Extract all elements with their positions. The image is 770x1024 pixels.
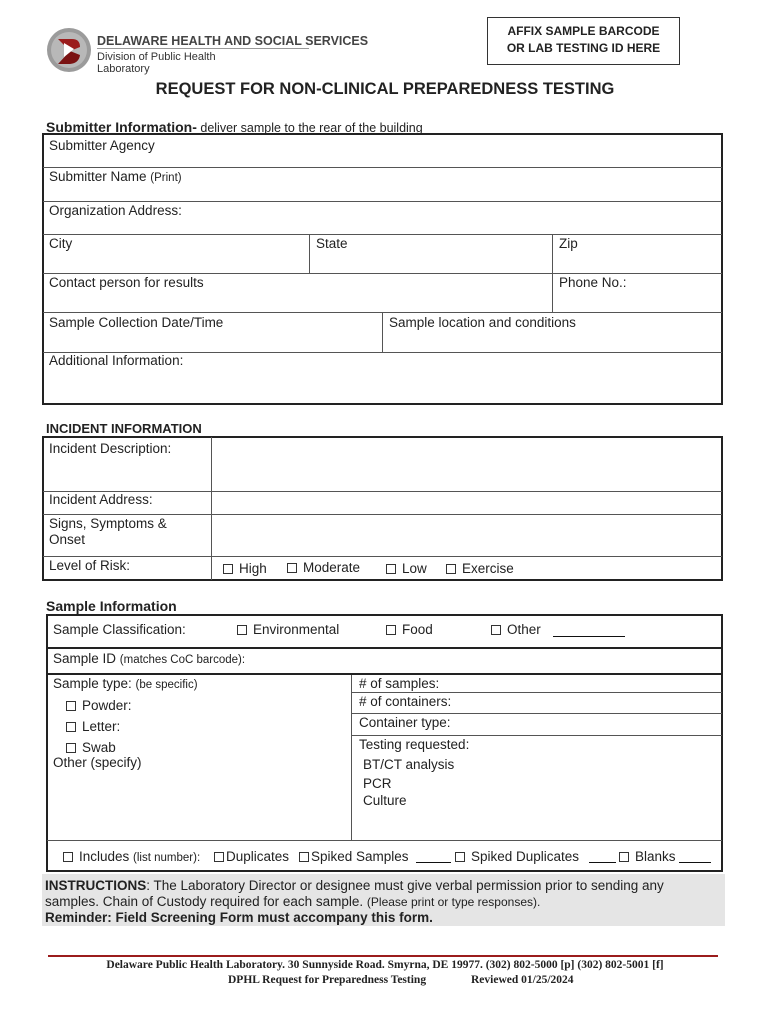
spiked-duplicates-blank[interactable] bbox=[589, 862, 616, 863]
incident-table bbox=[42, 436, 723, 581]
footer-form-name: DPHL Request for Preparedness Testing bbox=[228, 974, 427, 986]
sample-classification-label: Sample Classification: bbox=[53, 622, 186, 637]
org-division: Division of Public Health bbox=[97, 51, 216, 63]
submitter-heading-label: Submitter Information- bbox=[46, 119, 197, 135]
instructions-line-2 bbox=[45, 894, 540, 910]
includes-label: Includes bbox=[79, 849, 134, 864]
instructions-line-1 bbox=[45, 878, 664, 894]
testing-requested-label: Testing requested: bbox=[359, 737, 470, 752]
checkbox-icon[interactable] bbox=[446, 564, 456, 574]
sample-id-label: Sample ID bbox=[53, 651, 120, 666]
blanks-label: Blanks bbox=[635, 849, 676, 864]
class-environmental-label: Environmental bbox=[253, 622, 340, 637]
submitter-agency-field[interactable]: Submitter Agency bbox=[49, 138, 155, 153]
org-lab: Laboratory bbox=[97, 63, 150, 75]
type-powder-option[interactable] bbox=[66, 698, 132, 714]
blanks-blank[interactable] bbox=[679, 862, 711, 863]
duplicates-label: Duplicates bbox=[226, 849, 290, 864]
col-line bbox=[552, 234, 553, 312]
risk-low-label: Low bbox=[402, 561, 427, 576]
type-swab-label: Swab bbox=[82, 740, 116, 755]
checkbox-icon[interactable] bbox=[66, 722, 76, 732]
level-of-risk-label: Level of Risk: bbox=[49, 558, 131, 573]
risk-high-label: High bbox=[239, 561, 267, 576]
sample-id-field[interactable] bbox=[53, 651, 245, 668]
risk-exercise-option[interactable] bbox=[446, 561, 514, 577]
additional-information-field[interactable]: Additional Information: bbox=[49, 353, 184, 368]
sample-location-field[interactable]: Sample location and conditions bbox=[389, 315, 576, 330]
row-line bbox=[43, 514, 722, 515]
risk-moderate-label: Moderate bbox=[303, 560, 361, 575]
includes-note: (list number): bbox=[133, 852, 201, 864]
checkbox-icon[interactable] bbox=[237, 625, 247, 635]
barcode-label-2: OR LAB TESTING ID HERE bbox=[506, 41, 661, 55]
organization-address-field[interactable]: Organization Address: bbox=[49, 203, 182, 218]
row-line bbox=[47, 673, 722, 675]
test-bt-ct: BT/CT analysis bbox=[363, 757, 455, 772]
sample-type-text: Sample type: bbox=[53, 676, 136, 691]
spiked-samples-label: Spiked Samples bbox=[311, 849, 409, 864]
footer-address: Delaware Public Health Laboratory. 30 Sunnyside Road. Smyrna, DE 19977. (302) 802-5000 [p] (302) 802-5001 [f] bbox=[106, 959, 664, 971]
row-line bbox=[47, 647, 722, 649]
phone-field[interactable]: Phone No.: bbox=[559, 275, 627, 290]
checkbox-icon[interactable] bbox=[491, 625, 501, 635]
spiked-samples-option[interactable] bbox=[299, 849, 409, 865]
risk-moderate-option[interactable] bbox=[287, 560, 360, 576]
contact-person-field[interactable]: Contact person for results bbox=[49, 275, 204, 290]
instructions-label: INSTRUCTIONS bbox=[45, 878, 147, 893]
type-swab-option[interactable] bbox=[66, 740, 116, 756]
checkbox-icon[interactable] bbox=[66, 743, 76, 753]
type-other-specify[interactable]: Other (specify) bbox=[53, 755, 142, 770]
row-line bbox=[43, 556, 722, 557]
checkbox-icon[interactable] bbox=[223, 564, 233, 574]
submitter-name-field[interactable] bbox=[49, 169, 182, 186]
sample-type-note: (be specific) bbox=[135, 679, 198, 691]
container-type-field[interactable]: Container type: bbox=[359, 715, 451, 730]
submitter-heading-note: deliver sample to the rear of the building bbox=[196, 121, 423, 135]
row-line bbox=[352, 735, 722, 736]
row-line bbox=[47, 840, 722, 841]
col-line bbox=[382, 312, 383, 352]
includes-row bbox=[63, 849, 200, 866]
checkbox-icon[interactable] bbox=[386, 625, 396, 635]
class-food-label: Food bbox=[402, 622, 433, 637]
spiked-samples-blank[interactable] bbox=[416, 862, 451, 863]
class-other-label: Other bbox=[507, 622, 541, 637]
test-pcr: PCR bbox=[363, 776, 392, 791]
checkbox-icon[interactable] bbox=[63, 852, 73, 862]
class-food-option[interactable] bbox=[386, 622, 433, 638]
row-line bbox=[352, 713, 722, 714]
checkbox-icon[interactable] bbox=[455, 852, 465, 862]
row-line bbox=[43, 167, 722, 168]
incident-address-label: Incident Address: bbox=[49, 492, 153, 507]
instructions-text-2-note: (Please print or type responses). bbox=[366, 895, 541, 909]
submitter-name-note: (Print) bbox=[150, 172, 182, 184]
collection-date-field[interactable]: Sample Collection Date/Time bbox=[49, 315, 224, 330]
type-powder-label: Powder: bbox=[82, 698, 132, 713]
risk-high-option[interactable] bbox=[223, 561, 267, 577]
class-other-option[interactable] bbox=[491, 622, 541, 638]
checkbox-icon[interactable] bbox=[386, 564, 396, 574]
type-letter-label: Letter: bbox=[82, 719, 121, 734]
row-line bbox=[43, 201, 722, 202]
sample-type-label bbox=[53, 676, 198, 693]
num-containers-field[interactable]: # of containers: bbox=[359, 694, 452, 709]
blanks-option[interactable] bbox=[619, 849, 676, 865]
state-field[interactable]: State bbox=[316, 236, 348, 251]
class-other-blank[interactable] bbox=[553, 636, 625, 637]
test-culture: Culture bbox=[363, 793, 407, 808]
barcode-label-1: AFFIX SAMPLE BARCODE bbox=[507, 24, 660, 38]
city-field[interactable]: City bbox=[49, 236, 73, 251]
risk-low-option[interactable] bbox=[386, 561, 427, 577]
col-line bbox=[351, 675, 352, 840]
footer-reviewed-date: Reviewed 01/25/2024 bbox=[471, 974, 574, 986]
col-line bbox=[309, 234, 310, 273]
zip-field[interactable]: Zip bbox=[559, 236, 578, 251]
col-line bbox=[211, 437, 212, 580]
instructions-reminder: Reminder: Field Screening Form must accompany this form. bbox=[45, 910, 433, 925]
checkbox-icon[interactable] bbox=[287, 563, 297, 573]
signs-symptoms-label-1: Signs, Symptoms & bbox=[49, 516, 167, 531]
incident-heading: INCIDENT INFORMATION bbox=[46, 421, 202, 436]
checkbox-icon[interactable] bbox=[619, 852, 629, 862]
barcode-box[interactable] bbox=[487, 17, 680, 65]
checkbox-icon[interactable] bbox=[66, 701, 76, 711]
sample-id-note: (matches CoC barcode): bbox=[119, 654, 246, 666]
incident-description-label: Incident Description: bbox=[49, 441, 172, 456]
duplicates-option[interactable] bbox=[214, 849, 289, 865]
risk-exercise-label: Exercise bbox=[462, 561, 514, 576]
org-name: DELAWARE HEALTH AND SOCIAL SERVICES bbox=[97, 34, 369, 48]
class-environmental-option[interactable] bbox=[237, 622, 339, 638]
dhss-logo bbox=[46, 27, 92, 73]
signs-symptoms-label-2: Onset bbox=[49, 532, 86, 547]
row-line bbox=[43, 234, 722, 235]
checkbox-icon[interactable] bbox=[299, 852, 309, 862]
spiked-duplicates-option[interactable] bbox=[455, 849, 579, 865]
checkbox-icon[interactable] bbox=[214, 852, 224, 862]
spiked-duplicates-label: Spiked Duplicates bbox=[471, 849, 580, 864]
sample-heading: Sample Information bbox=[46, 598, 177, 614]
row-line bbox=[352, 692, 722, 693]
row-line bbox=[43, 273, 722, 274]
num-samples-field[interactable]: # of samples: bbox=[359, 676, 440, 691]
type-letter-option[interactable] bbox=[66, 719, 120, 735]
instructions-text-1: : The Laboratory Director or designee must give verbal permission prior to sending any bbox=[146, 878, 664, 893]
instructions-text-2: samples. Chain of Custody required for each sample. bbox=[45, 894, 367, 909]
submitter-name-label: Submitter Name bbox=[49, 169, 151, 184]
page-title: REQUEST FOR NON-CLINICAL PREPAREDNESS TESTING bbox=[155, 80, 615, 98]
